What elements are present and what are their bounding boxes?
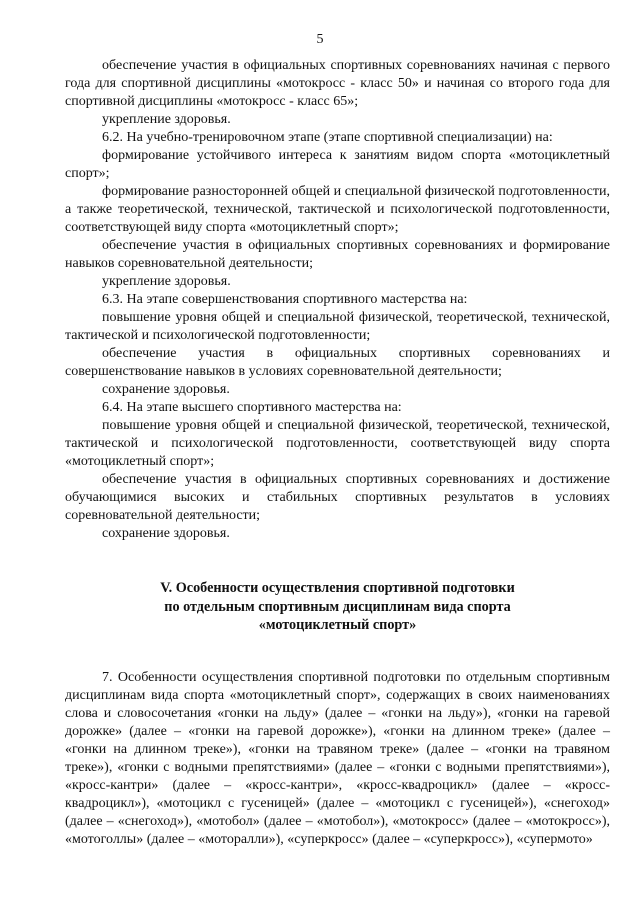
paragraph: формирование устойчивого интереса к занятиям видом спорта «мотоциклетный спорт»;	[65, 148, 610, 181]
section-heading-line: V. Особенности осуществления спортивной подготовки	[160, 580, 515, 596]
paragraph: 7. Особенности осуществления спортивной подготовки по отдельным спортивным дисциплинам вида спорта «мотоциклетный спорт», содержащих в своих наименованиях слова и словосочетания «гонки на льду» (далее – «гонки на льду»), «гонки на гаревой дорожке» (далее – «гонки на гаревой дорожке»), «гонки на длинном треке» (далее – «гонки на длинном треке»), «гонки на травяном треке» (далее – «гонки на травяном треке»), «гонки с водными препятствиями» (далее – «гонки с водными препятствиями»), «кросс-кантри» (далее – «кросс-кантри», «кросс-квадроцикл» (далее – «кросс-квадроцикл»), «мотоцикл с гусеницей» (далее – «мотоцикл с гусеницей»), «снегоход» (далее – «снегоход»), «мотобол» (далее – «мотобол»), «мотокросс» (далее – «мотокросс»), «мотоголлы» (далее – «моторалли»), «суперкросс» (далее – «суперкросс»), «супермото»	[65, 669, 610, 847]
paragraph: сохранение здоровья.	[102, 526, 230, 541]
paragraph: 6.3. На этапе совершенствования спортивного мастерства на:	[102, 292, 468, 307]
paragraph: сохранение здоровья.	[102, 382, 230, 397]
paragraph: обеспечение участия в официальных спортивных соревнованиях и совершенствование навыков в условиях соревновательной деятельности;	[65, 346, 610, 379]
paragraph: обеспечение участия в официальных спортивных соревнованиях начиная с первого года для спортивной дисциплины «мотокросс - класс 50» и начиная со второго года для спортивной дисциплины «мотокросс - класс 65»;	[65, 58, 610, 109]
paragraph: 6.4. На этапе высшего спортивного мастерства на:	[102, 400, 402, 415]
section-heading-line: «мотоциклетный спорт»	[258, 617, 417, 633]
section-heading	[65, 579, 610, 635]
page-number: 5	[316, 32, 324, 47]
paragraph: обеспечение участия в официальных спортивных соревнованиях и формирование навыков соревновательной деятельности;	[65, 238, 610, 271]
paragraph: укрепление здоровья.	[102, 274, 231, 289]
paragraph: повышение уровня общей и специальной физической, теоретической, технической, тактической и психологической подготовленности;	[65, 310, 610, 343]
paragraph: 6.2. На учебно-тренировочном этапе (этапе спортивной специализации) на:	[102, 130, 553, 145]
section-heading-line: по отдельным спортивным дисциплинам вида спорта	[164, 598, 511, 615]
paragraph: повышение уровня общей и специальной физической, теоретической, технической, тактической и психологической подготовленности, соответствующей виду спорта «мотоциклетный спорт»;	[65, 418, 610, 469]
paragraph: формирование разносторонней общей и специальной физической подготовленности, а также теоретической, технической, тактической и психологической подготовленности, соответствующей виду спорта «мотоциклетный спорт»;	[65, 184, 610, 235]
paragraph: обеспечение участия в официальных спортивных соревнованиях и достижение обучающимися высоких и стабильных спортивных результатов в условиях соревновательной деятельности;	[65, 472, 610, 523]
document-body	[65, 57, 610, 849]
paragraph: укрепление здоровья.	[102, 112, 231, 127]
